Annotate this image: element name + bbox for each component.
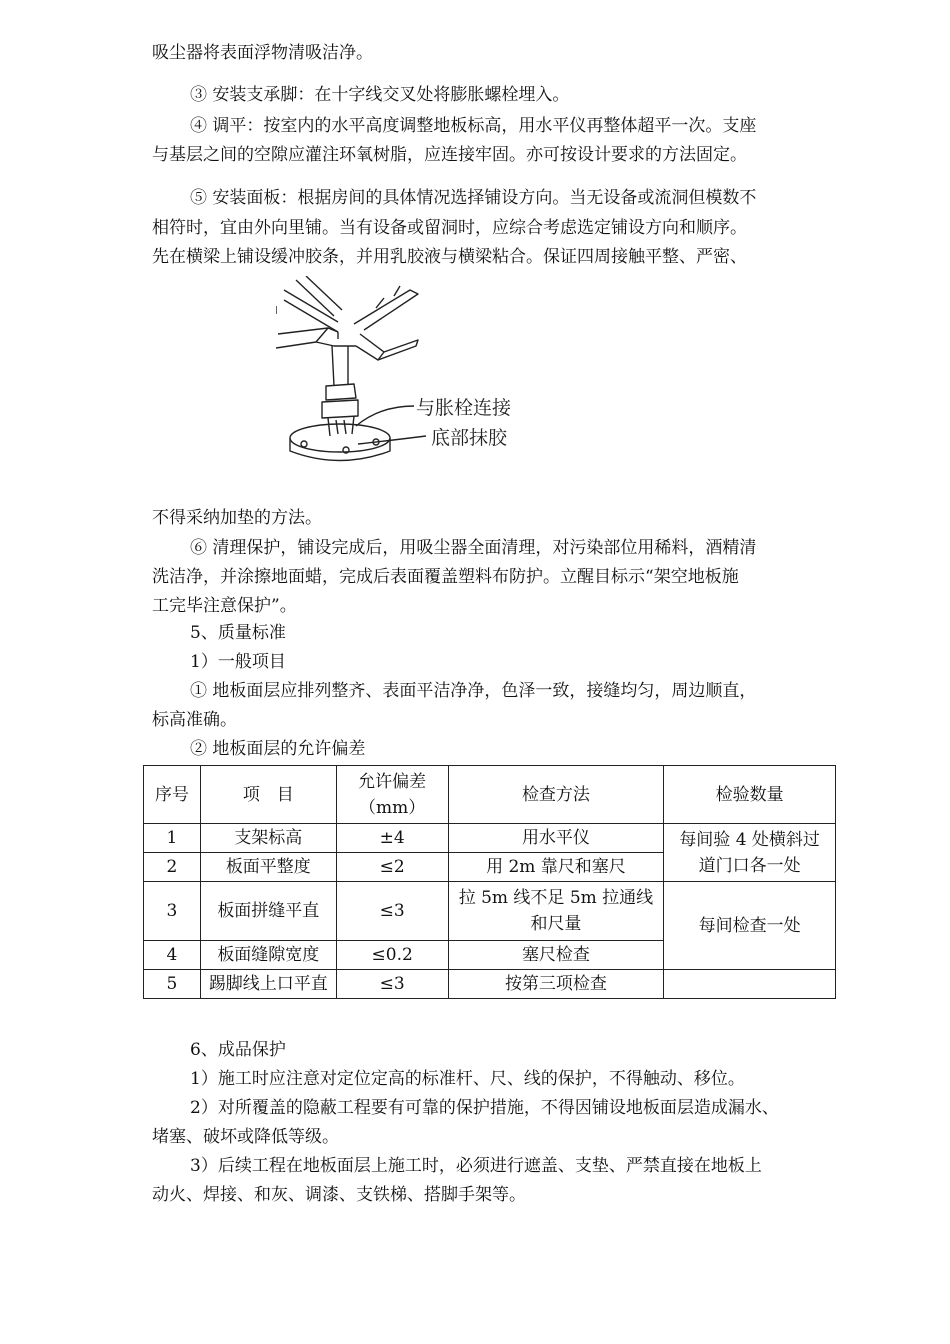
paragraph-text: 不得采纳加垫的方法。 bbox=[152, 508, 322, 528]
section-heading: 5、质量标准 bbox=[190, 623, 286, 643]
paragraph-text: ③ 安装支承脚：在十字线交叉处将膨胀螺栓埋入。 bbox=[190, 85, 570, 105]
cell-method: 塞尺检查 bbox=[448, 941, 664, 970]
cell-method bbox=[448, 882, 664, 941]
cell-tolerance: ≤2 bbox=[336, 853, 448, 882]
header-tolerance-unit: （mm） bbox=[359, 797, 426, 818]
cell-count bbox=[664, 824, 836, 882]
header-method: 检查方法 bbox=[448, 766, 664, 824]
cell-method: 用 2m 靠尺和塞尺 bbox=[448, 853, 664, 882]
table-row bbox=[144, 970, 836, 999]
paragraph-text: 2）对所覆盖的隐蔽工程要有可靠的保护措施，不得因铺设地板面层造成漏水、 bbox=[190, 1098, 779, 1118]
tolerance-table bbox=[143, 765, 836, 999]
header-item: 项 目 bbox=[200, 766, 336, 824]
paragraph-text: 相符时，宜由外向里铺。当有设备或留洞时，应综合考虑选定铺设方向和顺序。 bbox=[152, 218, 747, 238]
cell-method: 用水平仪 bbox=[448, 824, 664, 853]
cell-tolerance: ≤3 bbox=[336, 882, 448, 941]
table-header-row bbox=[144, 766, 836, 824]
cell-item: 板面拼缝平直 bbox=[200, 882, 336, 941]
paragraph-text: 吸尘器将表面浮物清吸洁净。 bbox=[152, 43, 373, 63]
cell-count: 每间检查一处 bbox=[664, 882, 836, 970]
paragraph-text: ② 地板面层的允许偏差 bbox=[190, 739, 366, 759]
cell-item: 板面缝隙宽度 bbox=[200, 941, 336, 970]
paragraph-text: 堵塞、破坏或降低等级。 bbox=[152, 1127, 339, 1147]
cell-tolerance: ≤3 bbox=[336, 970, 448, 999]
cell-no: 2 bbox=[144, 853, 201, 882]
figure-label-anchor: 与胀栓连接 bbox=[416, 397, 512, 419]
paragraph-text: ⑥ 清理保护，铺设完成后，用吸尘器全面清理，对污染部位用稀料，酒精清 bbox=[190, 538, 757, 558]
paragraph-text: 3）后续工程在地板面层上施工时，必须进行遮盖、支垫、严禁直接在地板上 bbox=[190, 1156, 762, 1176]
paragraph-text: 先在横梁上铺设缓冲胶条，并用乳胶液与横梁粘合。保证四周接触平整、严密、 bbox=[152, 247, 747, 267]
cell-tolerance: ≤0.2 bbox=[336, 941, 448, 970]
figure-label-glue: 底部抹胶 bbox=[431, 427, 508, 449]
cell-item: 踢脚线上口平直 bbox=[200, 970, 336, 999]
paragraph-text: 1）施工时应注意对定位定高的标准杆、尺、线的保护，不得触动、移位。 bbox=[190, 1069, 745, 1089]
section-heading: 6、成品保护 bbox=[190, 1040, 286, 1060]
cell-method-line1: 拉 5m 线不足 5m 拉通线 bbox=[458, 888, 654, 908]
support-pedestal-figure bbox=[276, 276, 536, 481]
cell-count-line1: 每间验 4 处横斜过 bbox=[679, 829, 820, 850]
paragraph-text: 工完毕注意保护”。 bbox=[152, 596, 297, 616]
header-tolerance bbox=[336, 766, 448, 824]
cell-item: 支架标高 bbox=[200, 824, 336, 853]
cell-no: 5 bbox=[144, 970, 201, 999]
header-no: 序号 bbox=[144, 766, 201, 824]
subsection-heading: 1）一般项目 bbox=[190, 652, 286, 672]
table-row bbox=[144, 824, 836, 853]
cell-method: 按第三项检查 bbox=[448, 970, 664, 999]
cell-item: 板面平整度 bbox=[200, 853, 336, 882]
paragraph-text: ④ 调平：按室内的水平高度调整地板标高，用水平仪再整体超平一次。支座 bbox=[190, 116, 757, 136]
cell-no: 3 bbox=[144, 882, 201, 941]
paragraph-text: ① 地板面层应排列整齐、表面平洁净净，色泽一致，接缝均匀，周边顺直， bbox=[190, 681, 757, 701]
paragraph-text: 标高准确。 bbox=[152, 710, 237, 730]
header-count: 检验数量 bbox=[664, 766, 836, 824]
cell-no: 1 bbox=[144, 824, 201, 853]
header-tolerance-line1: 允许偏差 bbox=[358, 771, 427, 792]
cell-tolerance: ±4 bbox=[336, 824, 448, 853]
cell-no: 4 bbox=[144, 941, 201, 970]
paragraph-text: ⑤ 安装面板：根据房间的具体情况选择铺设方向。当无设备或流洞但模数不 bbox=[190, 188, 757, 208]
paragraph-text: 动火、焊接、和灰、调漆、支铁梯、搭脚手架等。 bbox=[152, 1185, 526, 1205]
pedestal-drawing bbox=[276, 276, 536, 481]
cell-method-line2: 和尺量 bbox=[530, 914, 582, 934]
table-row bbox=[144, 882, 836, 941]
paragraph-text: 与基层之间的空隙应灌注环氧树脂，应连接牢固。亦可按设计要求的方法固定。 bbox=[152, 145, 747, 165]
paragraph-text: 洗洁净，并涂擦地面蜡，完成后表面覆盖塑料布防护。立醒目标示“架空地板施 bbox=[152, 567, 739, 587]
cell-count-line2: 道门口各一处 bbox=[698, 855, 801, 876]
cell-count-empty bbox=[664, 970, 836, 999]
